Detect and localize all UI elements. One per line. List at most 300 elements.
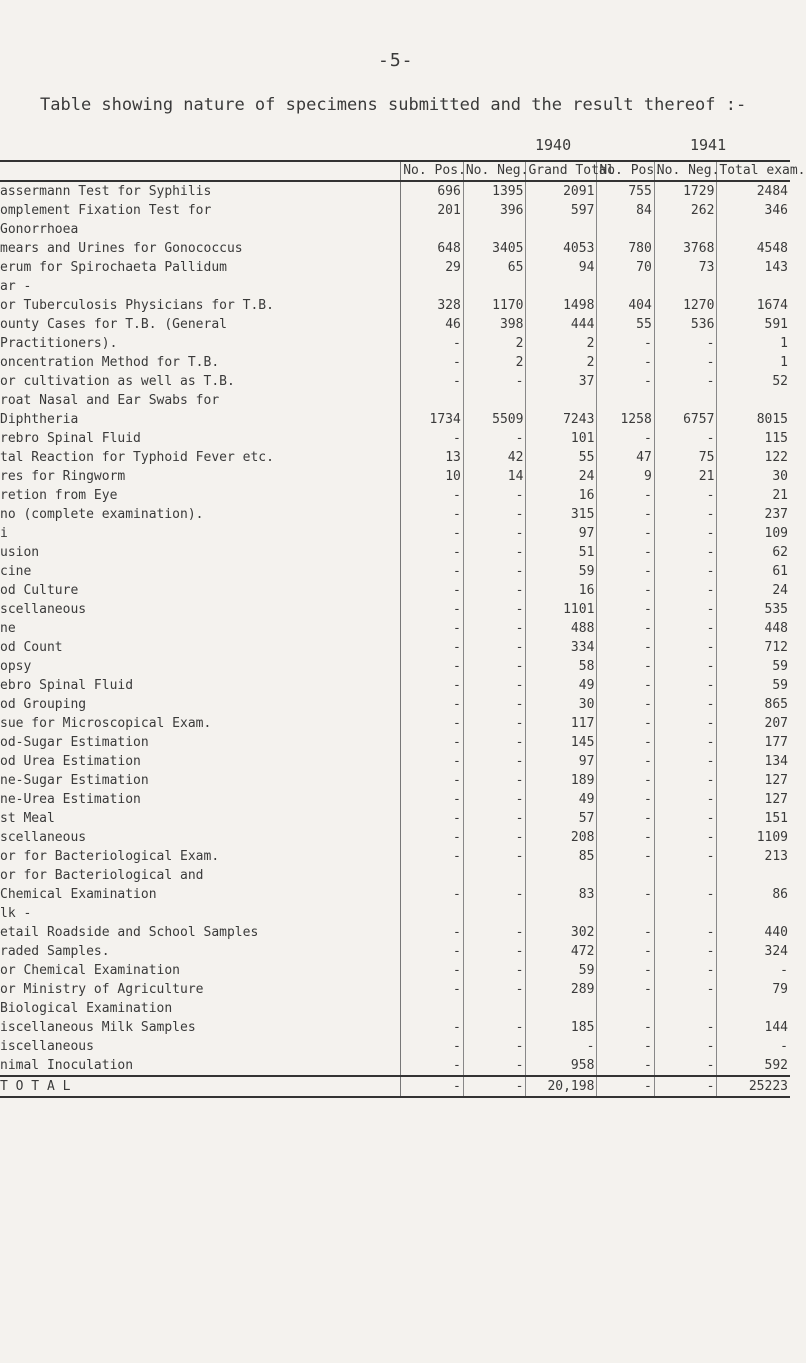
row-cell: 127 — [764, 792, 788, 807]
header-neg-1941: No. Neg. — [654, 161, 717, 181]
row-cell: 16 — [526, 486, 597, 505]
row-cell: - — [401, 1018, 464, 1037]
row-label: Diphtheria — [0, 410, 401, 429]
row-cell: - — [597, 334, 654, 353]
row-cell: - — [654, 961, 717, 980]
row-cell: - — [401, 790, 464, 809]
row-cell: 536 — [654, 315, 717, 334]
total-cell: - — [597, 1076, 654, 1097]
row-cell: - — [654, 334, 717, 353]
table-row — [0, 695, 790, 714]
row-cell — [597, 999, 654, 1018]
row-cell: 1101 — [526, 600, 597, 619]
row-cell: - — [463, 828, 526, 847]
row-cell: - — [597, 486, 654, 505]
row-cell: - — [654, 353, 717, 372]
row-cell — [463, 277, 526, 296]
row-label: rebro Spinal Fluid — [0, 429, 401, 448]
row-cell: 122 — [764, 450, 788, 465]
row-cell: 396 — [463, 201, 526, 220]
row-cell: - — [654, 809, 717, 828]
row-cell: - — [654, 638, 717, 657]
table-row — [0, 524, 790, 543]
table-row — [0, 999, 790, 1018]
table-row — [0, 181, 790, 201]
row-cell: 177 — [764, 735, 788, 750]
row-cell: - — [597, 980, 654, 999]
table-row — [0, 790, 790, 809]
row-cell: 127 — [764, 773, 788, 788]
row-cell: - — [463, 923, 526, 942]
table-row — [0, 809, 790, 828]
total-label: T O T A L — [0, 1076, 401, 1097]
row-label: or cultivation as well as T.B. — [0, 372, 401, 391]
row-cell: - — [654, 752, 717, 771]
row-label: scellaneous — [0, 828, 401, 847]
row-cell: - — [597, 372, 654, 391]
table-header-row — [0, 161, 790, 181]
row-cell: 46 — [401, 315, 464, 334]
table-row — [0, 391, 790, 410]
table-row — [0, 239, 790, 258]
row-cell: 1258 — [597, 410, 654, 429]
row-label: od Urea Estimation — [0, 752, 401, 771]
row-cell: 9 — [597, 467, 654, 486]
row-cell: - — [526, 1037, 597, 1056]
table-row — [0, 429, 790, 448]
row-cell: 58 — [526, 657, 597, 676]
row-cell: - — [597, 581, 654, 600]
page-number: -5- — [378, 50, 414, 71]
row-cell — [463, 904, 526, 923]
table-row — [0, 771, 790, 790]
row-cell: 1 — [780, 336, 788, 351]
row-cell: - — [654, 885, 717, 904]
row-cell: 2 — [463, 334, 526, 353]
row-cell: 346 — [764, 203, 788, 218]
table-row — [0, 828, 790, 847]
row-cell: - — [654, 372, 717, 391]
row-cell: 648 — [401, 239, 464, 258]
row-cell: 29 — [401, 258, 464, 277]
row-cell: 237 — [764, 507, 788, 522]
table-row — [0, 372, 790, 391]
row-cell: - — [654, 771, 717, 790]
header-total-1941: Total exam. — [717, 161, 790, 181]
row-cell: - — [401, 923, 464, 942]
row-cell: - — [654, 505, 717, 524]
row-cell: 4053 — [526, 239, 597, 258]
row-cell: 597 — [526, 201, 597, 220]
row-cell: - — [463, 809, 526, 828]
row-cell: - — [463, 600, 526, 619]
row-cell: - — [654, 695, 717, 714]
row-label: od Grouping — [0, 695, 401, 714]
row-cell: 302 — [526, 923, 597, 942]
table-title: Table showing nature of specimens submitted and the result thereof :- — [40, 95, 747, 115]
row-cell: 213 — [764, 849, 788, 864]
row-cell: - — [463, 885, 526, 904]
row-cell: - — [597, 657, 654, 676]
row-cell: 7243 — [526, 410, 597, 429]
row-cell: 101 — [526, 429, 597, 448]
table-row — [0, 220, 790, 239]
row-cell: - — [463, 1037, 526, 1056]
table-row — [0, 296, 790, 315]
table-row — [0, 923, 790, 942]
row-cell: - — [597, 1018, 654, 1037]
table-row — [0, 448, 790, 467]
table-row — [0, 676, 790, 695]
row-cell: 4548 — [756, 241, 788, 256]
row-cell: 134 — [764, 754, 788, 769]
row-cell: 208 — [526, 828, 597, 847]
table-row — [0, 1056, 790, 1076]
row-cell: 117 — [526, 714, 597, 733]
row-cell — [717, 999, 790, 1018]
row-cell: - — [597, 714, 654, 733]
row-cell: 75 — [654, 448, 717, 467]
total-cell: 25223 — [717, 1076, 790, 1097]
row-cell: 143 — [764, 260, 788, 275]
row-cell: 55 — [526, 448, 597, 467]
table-row — [0, 619, 790, 638]
row-cell: - — [401, 961, 464, 980]
row-cell — [463, 220, 526, 239]
row-cell: 10 — [401, 467, 464, 486]
row-cell: 42 — [463, 448, 526, 467]
row-cell: 1 — [780, 355, 788, 370]
total-cell: - — [654, 1076, 717, 1097]
row-cell — [654, 220, 717, 239]
row-cell: - — [597, 923, 654, 942]
table-row — [0, 885, 790, 904]
row-cell: - — [401, 600, 464, 619]
row-cell: - — [597, 562, 654, 581]
row-cell: - — [597, 600, 654, 619]
row-cell: - — [463, 657, 526, 676]
row-cell: - — [597, 543, 654, 562]
row-label: Gonorrhoea — [0, 220, 401, 239]
table-row — [0, 315, 790, 334]
table-row — [0, 1018, 790, 1037]
row-cell: - — [597, 353, 654, 372]
row-cell: 21 — [654, 467, 717, 486]
row-cell: 712 — [764, 640, 788, 655]
row-cell: 13 — [401, 448, 464, 467]
row-cell: - — [597, 619, 654, 638]
table-row — [0, 961, 790, 980]
row-cell: 488 — [526, 619, 597, 638]
table-row — [0, 942, 790, 961]
table-row — [0, 1037, 790, 1056]
table-body — [0, 181, 790, 1076]
row-label: od Culture — [0, 581, 401, 600]
row-label: or Ministry of Agriculture — [0, 980, 401, 999]
row-cell: - — [401, 562, 464, 581]
row-cell: 85 — [526, 847, 597, 866]
row-cell: - — [401, 752, 464, 771]
row-cell: 1498 — [526, 296, 597, 315]
row-cell — [401, 220, 464, 239]
row-cell: 21 — [772, 488, 788, 503]
row-cell: - — [597, 695, 654, 714]
row-cell: - — [463, 429, 526, 448]
row-cell: 201 — [401, 201, 464, 220]
row-cell: 86 — [772, 887, 788, 902]
row-cell: 59 — [772, 659, 788, 674]
row-cell: - — [597, 505, 654, 524]
row-cell: - — [401, 334, 464, 353]
row-cell: - — [463, 1056, 526, 1076]
row-cell: - — [597, 885, 654, 904]
row-cell — [654, 277, 717, 296]
row-cell — [597, 391, 654, 410]
row-cell: - — [597, 771, 654, 790]
row-cell — [654, 866, 717, 885]
row-cell: - — [401, 676, 464, 695]
row-cell: - — [401, 828, 464, 847]
row-cell: 115 — [764, 431, 788, 446]
row-cell: 185 — [526, 1018, 597, 1037]
table-row — [0, 904, 790, 923]
row-cell — [401, 391, 464, 410]
row-cell: 2091 — [526, 181, 597, 201]
table-row — [0, 505, 790, 524]
row-cell: 696 — [401, 181, 464, 201]
total-row — [0, 1076, 790, 1097]
row-cell — [526, 277, 597, 296]
year-1940-heading: 1940 — [535, 136, 572, 154]
row-cell: - — [597, 790, 654, 809]
row-cell — [401, 866, 464, 885]
row-cell: - — [463, 714, 526, 733]
row-label: Chemical Examination — [0, 885, 401, 904]
row-cell: - — [401, 486, 464, 505]
table-row — [0, 543, 790, 562]
row-cell: 1734 — [401, 410, 464, 429]
row-cell — [401, 999, 464, 1018]
row-cell: 84 — [597, 201, 654, 220]
row-cell: 189 — [526, 771, 597, 790]
row-cell: - — [654, 1018, 717, 1037]
row-cell: - — [597, 961, 654, 980]
row-label: sue for Microscopical Exam. — [0, 714, 401, 733]
row-label: oncentration Method for T.B. — [0, 353, 401, 372]
row-cell: - — [401, 543, 464, 562]
table-row — [0, 866, 790, 885]
row-cell: - — [597, 847, 654, 866]
row-label: mears and Urines for Gonococcus — [0, 239, 401, 258]
row-cell: - — [401, 847, 464, 866]
row-label: res for Ringworm — [0, 467, 401, 486]
row-label: ne-Urea Estimation — [0, 790, 401, 809]
row-cell: - — [597, 828, 654, 847]
row-cell: 5509 — [463, 410, 526, 429]
row-cell: - — [597, 752, 654, 771]
row-cell: 59 — [772, 678, 788, 693]
row-cell: - — [654, 429, 717, 448]
row-cell: - — [401, 980, 464, 999]
row-cell: 444 — [526, 315, 597, 334]
row-cell: - — [654, 676, 717, 695]
row-label: od Count — [0, 638, 401, 657]
row-label: st Meal — [0, 809, 401, 828]
row-cell: 472 — [526, 942, 597, 961]
row-cell: - — [401, 714, 464, 733]
row-cell — [597, 904, 654, 923]
row-cell: - — [597, 638, 654, 657]
row-cell: 61 — [772, 564, 788, 579]
row-cell: 755 — [597, 181, 654, 201]
row-cell — [597, 220, 654, 239]
row-cell: 315 — [526, 505, 597, 524]
row-cell: 97 — [526, 524, 597, 543]
row-cell — [717, 220, 790, 239]
row-cell — [717, 277, 790, 296]
row-cell: - — [463, 543, 526, 562]
row-label: erum for Spirochaeta Pallidum — [0, 258, 401, 277]
row-cell: - — [654, 923, 717, 942]
row-cell: - — [654, 619, 717, 638]
row-cell: 24 — [526, 467, 597, 486]
row-cell: 958 — [526, 1056, 597, 1076]
row-cell: - — [401, 524, 464, 543]
row-cell: 404 — [597, 296, 654, 315]
row-cell: 8015 — [756, 412, 788, 427]
row-cell — [717, 904, 790, 923]
row-cell: - — [401, 809, 464, 828]
row-cell: - — [654, 486, 717, 505]
row-cell: - — [463, 752, 526, 771]
table-row — [0, 486, 790, 505]
row-label: cine — [0, 562, 401, 581]
row-cell: 780 — [597, 239, 654, 258]
row-label: Practitioners). — [0, 334, 401, 353]
row-cell: 49 — [526, 790, 597, 809]
row-cell — [717, 391, 790, 410]
row-cell: - — [401, 619, 464, 638]
row-cell: - — [401, 581, 464, 600]
row-cell: 24 — [772, 583, 788, 598]
row-cell: - — [463, 733, 526, 752]
row-cell — [526, 904, 597, 923]
table-row — [0, 657, 790, 676]
row-label: omplement Fixation Test for — [0, 201, 401, 220]
row-cell: 79 — [772, 982, 788, 997]
row-cell: - — [597, 809, 654, 828]
table-row — [0, 410, 790, 429]
row-cell: - — [597, 733, 654, 752]
row-cell: 591 — [764, 317, 788, 332]
row-cell: - — [401, 353, 464, 372]
row-cell: - — [401, 695, 464, 714]
row-cell: - — [401, 638, 464, 657]
row-cell: 1395 — [463, 181, 526, 201]
row-cell — [654, 391, 717, 410]
row-cell: 1729 — [654, 181, 717, 201]
table-row — [0, 714, 790, 733]
row-cell: - — [401, 733, 464, 752]
row-label: scellaneous — [0, 600, 401, 619]
row-cell: - — [654, 980, 717, 999]
row-cell: 3768 — [654, 239, 717, 258]
row-label: ounty Cases for T.B. (General — [0, 315, 401, 334]
row-cell: 49 — [526, 676, 597, 695]
row-cell: 145 — [526, 733, 597, 752]
row-cell: - — [401, 1037, 464, 1056]
row-cell: 73 — [654, 258, 717, 277]
table-row — [0, 353, 790, 372]
row-cell: 440 — [764, 925, 788, 940]
row-cell — [717, 866, 790, 885]
row-cell: 289 — [526, 980, 597, 999]
row-cell: 2484 — [756, 184, 788, 199]
row-cell: 30 — [772, 469, 788, 484]
row-cell: - — [401, 372, 464, 391]
row-cell: - — [654, 600, 717, 619]
row-label: or Tuberculosis Physicians for T.B. — [0, 296, 401, 315]
row-cell: - — [597, 942, 654, 961]
row-cell — [463, 866, 526, 885]
table-row — [0, 733, 790, 752]
row-cell: - — [401, 1056, 464, 1076]
row-cell: - — [654, 847, 717, 866]
table-row — [0, 467, 790, 486]
table-row — [0, 581, 790, 600]
row-label: or for Bacteriological Exam. — [0, 847, 401, 866]
row-cell: 2 — [526, 353, 597, 372]
row-cell: 109 — [764, 526, 788, 541]
row-cell: 1674 — [756, 298, 788, 313]
row-cell: - — [463, 372, 526, 391]
row-label: opsy — [0, 657, 401, 676]
row-label: etail Roadside and School Samples — [0, 923, 401, 942]
row-cell: - — [654, 581, 717, 600]
row-cell: 59 — [526, 562, 597, 581]
table-row — [0, 201, 790, 220]
row-cell: - — [654, 524, 717, 543]
row-cell — [654, 999, 717, 1018]
row-cell: - — [401, 505, 464, 524]
total-cell: - — [401, 1076, 464, 1097]
row-cell: - — [463, 1018, 526, 1037]
table-row — [0, 980, 790, 999]
row-cell: - — [654, 790, 717, 809]
row-cell — [597, 277, 654, 296]
row-cell — [526, 999, 597, 1018]
row-label: roat Nasal and Ear Swabs for — [0, 391, 401, 410]
row-cell: - — [463, 562, 526, 581]
table-row — [0, 600, 790, 619]
row-cell: 97 — [526, 752, 597, 771]
row-cell — [463, 391, 526, 410]
row-cell — [463, 999, 526, 1018]
row-cell: - — [401, 429, 464, 448]
row-cell: 6757 — [654, 410, 717, 429]
row-label: tal Reaction for Typhoid Fever etc. — [0, 448, 401, 467]
row-cell: 535 — [764, 602, 788, 617]
row-cell: 57 — [526, 809, 597, 828]
row-cell: 1270 — [654, 296, 717, 315]
row-cell — [526, 866, 597, 885]
row-cell: - — [654, 562, 717, 581]
row-label: lk - — [0, 904, 401, 923]
row-cell: - — [654, 1056, 717, 1076]
row-cell: 70 — [597, 258, 654, 277]
row-cell: 52 — [772, 374, 788, 389]
row-cell — [526, 220, 597, 239]
